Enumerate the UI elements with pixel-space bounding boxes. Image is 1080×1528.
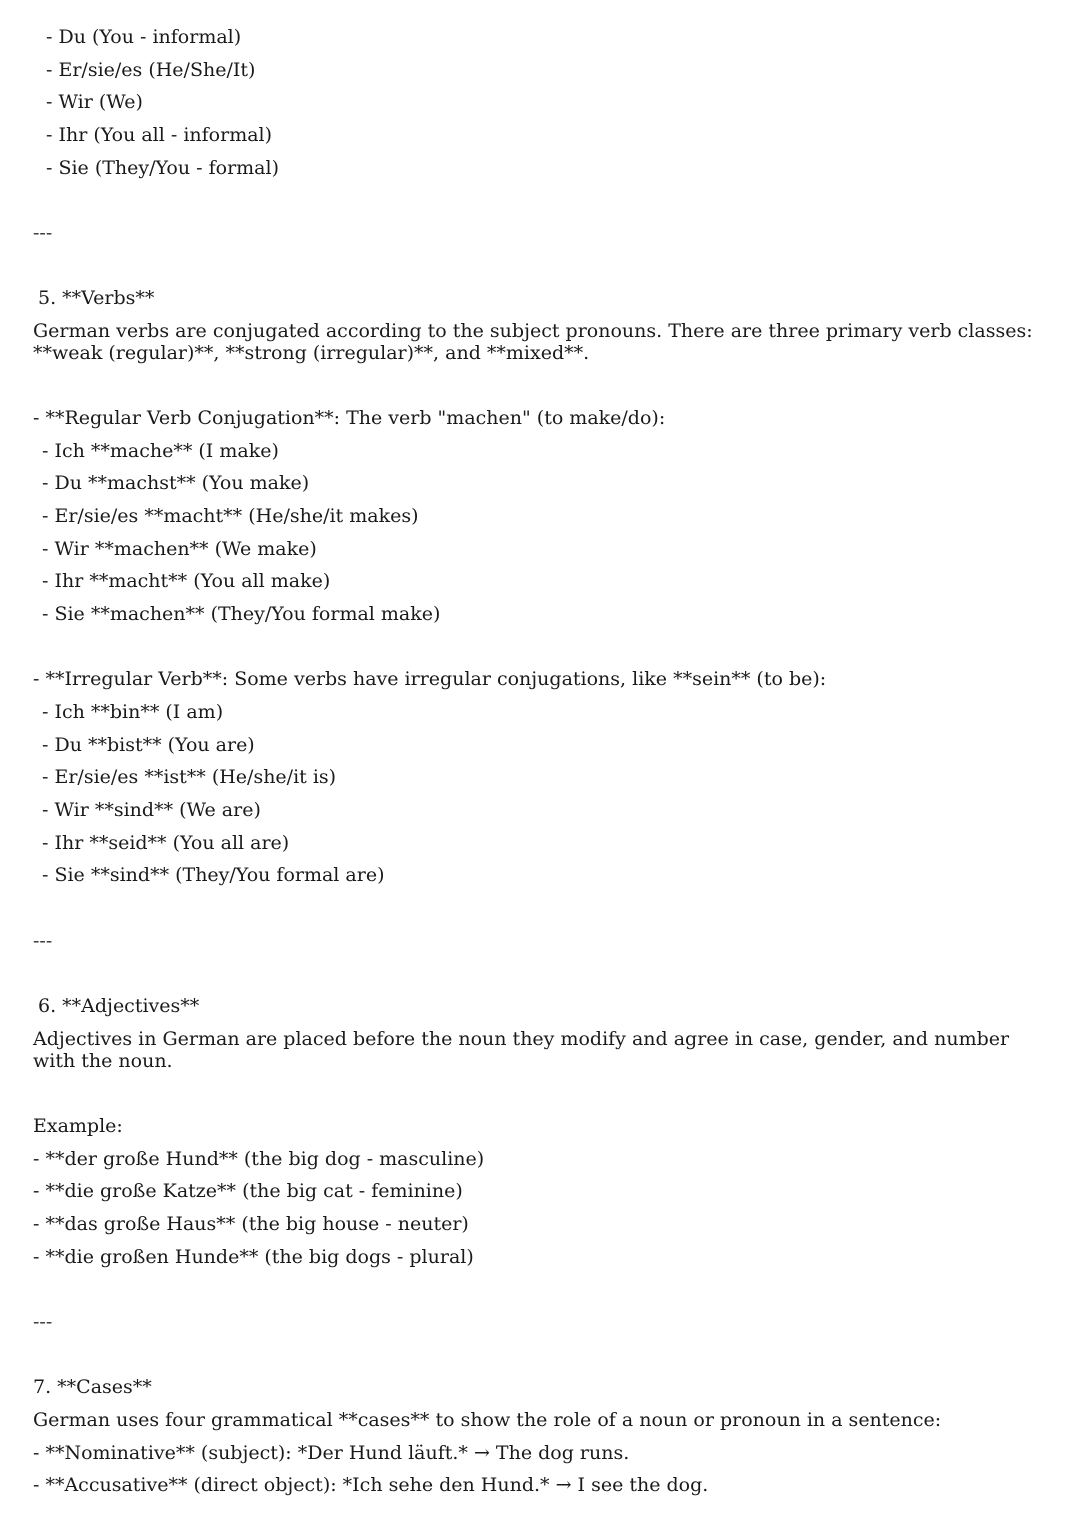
- pronoun-item: - Du (You - informal): [46, 26, 242, 48]
- case-item: - **Accusative** (direct object): *Ich sehe den Hund.* → I see the dog.: [33, 1474, 709, 1496]
- section-separator: ---: [33, 1311, 53, 1333]
- section-separator: ---: [33, 222, 53, 244]
- irregular-verb-item: - Du **bist** (You are): [42, 734, 255, 756]
- regular-verb-title: - **Regular Verb Conjugation**: The verb "machen" (to make/do):: [33, 407, 666, 429]
- regular-verb-item: - Wir **machen** (We make): [42, 538, 317, 560]
- adjective-example: - **das große Haus** (the big house - neuter): [33, 1213, 469, 1235]
- adjective-example: - **der große Hund** (the big dog - masculine): [33, 1148, 485, 1170]
- regular-verb-item: - Sie **machen** (They/You formal make): [42, 603, 441, 625]
- verbs-heading: 5. **Verbs**: [38, 287, 155, 309]
- adjectives-intro: Adjectives in German are placed before the noun they modify and agree in case, gender, and number with the noun.: [33, 1028, 1010, 1072]
- case-item: - **Nominative** (subject): *Der Hund läuft.* → The dog runs.: [33, 1442, 630, 1464]
- regular-verb-item: - Ihr **macht** (You all make): [42, 570, 331, 592]
- regular-verb-item: - Ich **mache** (I make): [42, 440, 279, 462]
- irregular-verb-item: - Ihr **seid** (You all are): [42, 832, 290, 854]
- pronoun-item: - Wir (We): [46, 91, 143, 113]
- adjective-example: - **die große Katze** (the big cat - feminine): [33, 1180, 463, 1202]
- irregular-verb-title: - **Irregular Verb**: Some verbs have irregular conjugations, like **sein** (to be):: [33, 668, 827, 690]
- cases-intro: German uses four grammatical **cases** to show the role of a noun or pronoun in a sentence:: [33, 1409, 942, 1431]
- irregular-verb-item: - Ich **bin** (I am): [42, 701, 224, 723]
- adjectives-heading: 6. **Adjectives**: [38, 995, 200, 1017]
- adjective-example: - **die großen Hunde** (the big dogs - plural): [33, 1246, 474, 1268]
- pronoun-item: - Ihr (You all - informal): [46, 124, 273, 146]
- pronoun-item: - Er/sie/es (He/She/It): [46, 59, 256, 81]
- verbs-intro: German verbs are conjugated according to the subject pronouns. There are three primary verb classes: **weak (regular)**, **strong (irregular)**, and **mixed**.: [33, 320, 1033, 364]
- pronoun-item: - Sie (They/You - formal): [46, 157, 279, 179]
- irregular-verb-item: - Sie **sind** (They/You formal are): [42, 864, 385, 886]
- cases-heading: 7. **Cases**: [33, 1376, 152, 1398]
- example-label: Example:: [33, 1115, 123, 1137]
- irregular-verb-item: - Er/sie/es **ist** (He/she/it is): [42, 766, 337, 788]
- regular-verb-item: - Er/sie/es **macht** (He/she/it makes): [42, 505, 419, 527]
- section-separator: ---: [33, 930, 53, 952]
- irregular-verb-item: - Wir **sind** (We are): [42, 799, 261, 821]
- regular-verb-item: - Du **machst** (You make): [42, 472, 310, 494]
